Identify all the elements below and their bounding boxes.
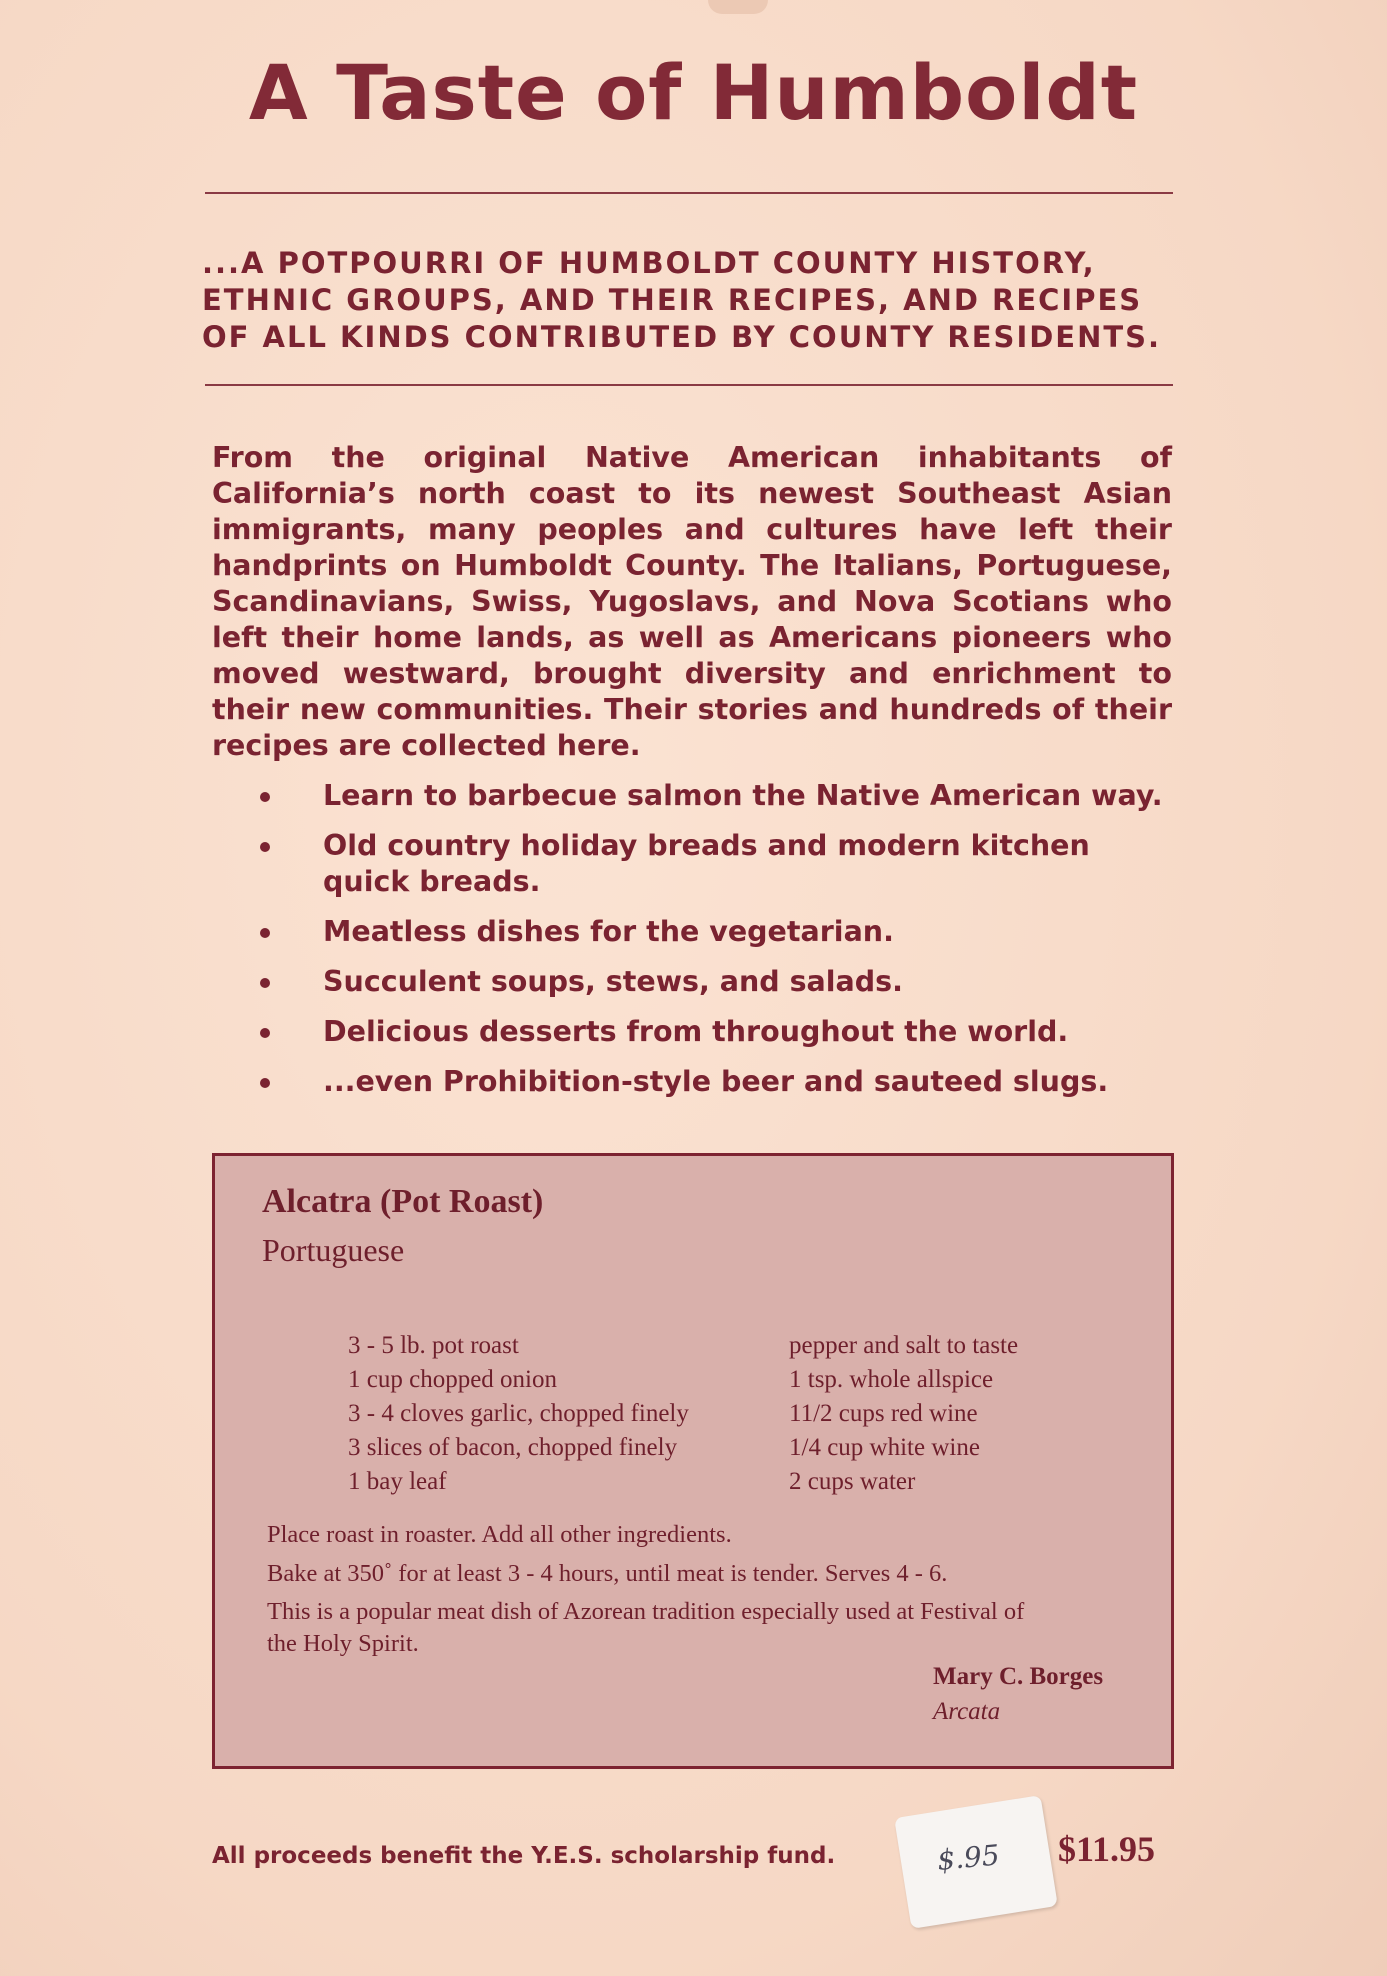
book-title: A Taste of Humboldt [248,48,1139,137]
ingredient: 1 bay leaf [348,1468,447,1495]
feature-item: Succulent soups, stews, and salads. [250,964,1170,1000]
proceeds-note: All proceeds benefit the Y.E.S. scholarship fund. [212,1843,836,1869]
ingredient: 11/2 cups red wine [789,1400,978,1427]
recipe-note: This is a popular meat dish of Azorean tradition especially used at Festival of the Holy Spirit. [267,1598,1025,1657]
bullet-icon [260,1078,270,1088]
bullet-icon [260,792,270,802]
feature-list [250,778,1170,1114]
bullet-icon [260,842,270,852]
ingredient: 3 - 4 cloves garlic, chopped finely [348,1400,689,1427]
recipe-cuisine: Portuguese [262,1232,405,1268]
ingredient: pepper and salt to taste [789,1332,1019,1359]
feature-item: Delicious desserts from throughout the world. [250,1014,1170,1050]
recipe-step: Place roast in roaster. Add all other ingredients. [267,1521,732,1548]
price-sticker [894,1795,1058,1929]
tagline: ...A POTPOURRI OF HUMBOLDT COUNTY HISTORY, ETHNIC GROUPS, AND THEIR RECIPES, AND RECIPES OF ALL KINDS CONTRIBUTED BY COUNTY RESIDENTS. [202,246,1162,354]
ingredient: 3 slices of bacon, chopped finely [348,1434,678,1461]
feature-item: Learn to barbecue salmon the Native American way. [250,778,1170,814]
ingredient: 1/4 cup white wine [789,1434,980,1461]
handwritten-price: $.95 [935,1838,1001,1877]
contributor-town: Arcata [933,1698,1001,1725]
ingredient: 1 cup chopped onion [348,1366,557,1393]
recipe-contributor: Mary C. Borges [933,1663,1104,1690]
cover-notch [708,0,768,14]
feature-item: Old country holiday breads and modern kitchen quick breads. [250,828,1170,900]
recipe-step: Bake at 350˚ for at least 3 - 4 hours, until meat is tender. Serves 4 - 6. [267,1560,948,1587]
bullet-icon [260,978,270,988]
feature-item: ...even Prohibition-style beer and sauteed slugs. [250,1064,1170,1100]
cover-price: $11.95 [1058,1829,1156,1869]
feature-item: Meatless dishes for the vegetarian. [250,914,1170,950]
bullet-icon [260,1028,270,1038]
sample-recipe-box [212,1153,1174,1769]
bullet-icon [260,928,270,938]
ingredients-right [789,1329,1018,1499]
ingredient: 1 tsp. whole allspice [789,1366,994,1393]
middle-divider [205,384,1173,386]
ingredients-left [348,1329,689,1499]
top-divider [205,192,1173,194]
ingredient: 2 cups water [789,1468,916,1495]
ingredient: 3 - 5 lb. pot roast [348,1332,519,1359]
intro-paragraph: From the original Native American inhabitants of California’s north coast to its newest Southeast Asian immigrants, many peoples and cultures have left their handprints on Humboldt County. The Italians, Portuguese, Scandinavians, Swiss, Yugoslavs, and Nova Scotians who left their home lands, as well as Americans pioneers who moved westward, brought diversity and enrichment to their new communities. Their stories and hundreds of their recipes are collected here. [212,441,1172,762]
recipe-title: Alcatra (Pot Roast) [262,1183,544,1220]
